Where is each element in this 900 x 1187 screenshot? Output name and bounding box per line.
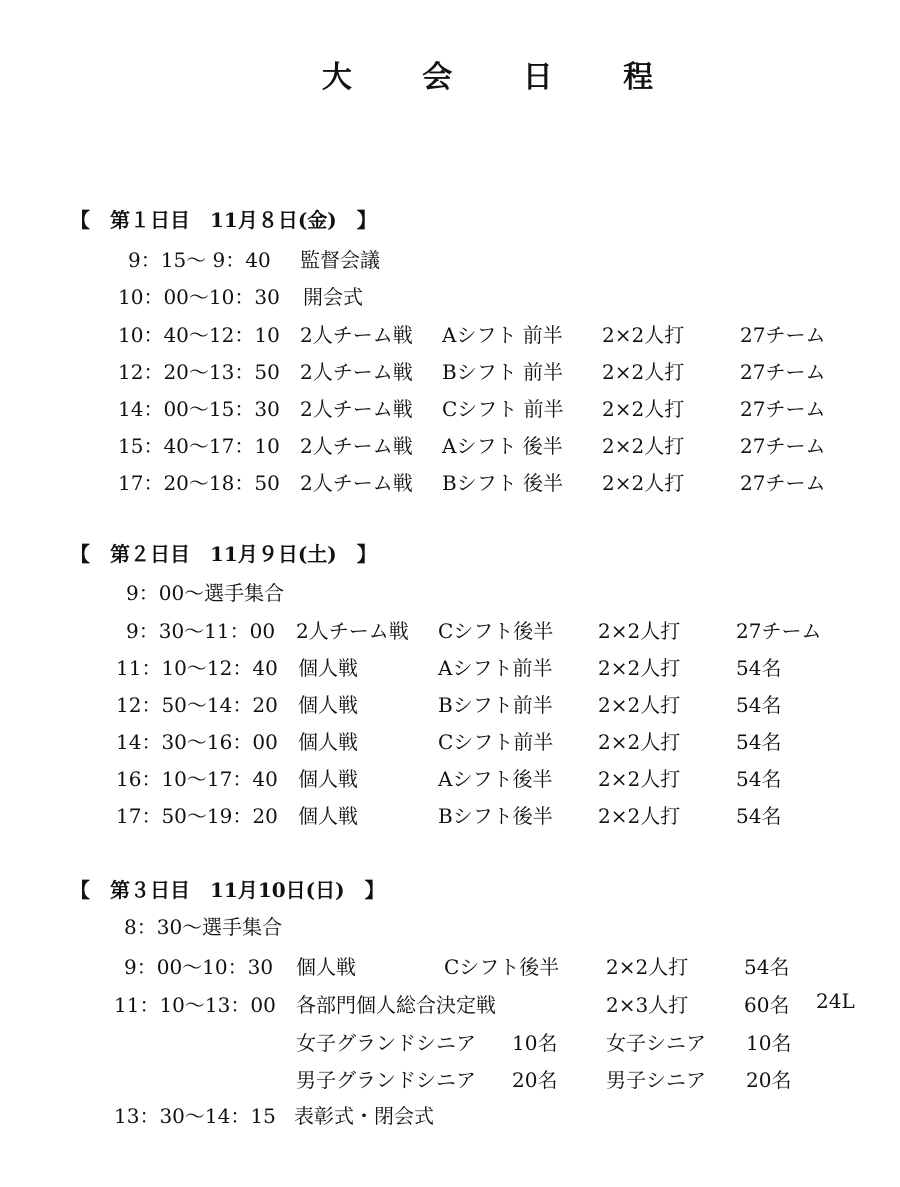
row-count: 27チーム [740,471,826,495]
row-count: 54名 [736,693,782,717]
row-time: 9：00～選手集合 [126,581,285,605]
row-event: 開会式 [303,285,363,309]
row-shift: Cシフト 前半 [442,397,564,421]
row-time: 10：40～12：10 [118,323,280,347]
row-format: 2×2人打 [602,360,685,384]
row-time: 13：30～14：15 [114,1104,276,1128]
row-time: 12：50～14：20 [116,693,278,717]
row-time: 14：30～16：00 [116,730,278,754]
row-format: 2×2人打 [606,955,689,979]
row-shift: Cシフト前半 [438,730,554,754]
row-shift: Bシフト 後半 [442,471,564,495]
row-count: 27チーム [736,619,822,643]
row-category-count: 10名 [512,1031,558,1055]
row-event: 監督会議 [300,248,380,272]
row-shift: Bシフト 前半 [442,360,564,384]
row-count: 54名 [736,767,782,791]
row-category: 女子グランドシニア [296,1031,476,1055]
day-3-header: 【 第３日目 11月10日(日) 】 [70,878,385,902]
row-time: 9：30～11：00 [126,619,276,643]
row-format: 2×2人打 [598,656,681,680]
row-event: 表彰式・閉会式 [294,1104,434,1128]
row-format: 2×2人打 [602,434,685,458]
row-format: 2×2人打 [598,730,681,754]
row-category-count: 20名 [746,1068,792,1092]
row-category-count: 20名 [512,1068,558,1092]
row-format: 2×2人打 [598,619,681,643]
row-event: 個人戦 [298,693,358,717]
row-format: 2×2人打 [602,323,685,347]
row-event: 個人戦 [298,804,358,828]
row-count: 27チーム [740,323,826,347]
row-event: 2人チーム戦 [300,471,413,495]
row-shift: Aシフト前半 [438,656,553,680]
page-title: 大 会 日 程 [321,60,684,95]
row-shift: Bシフト前半 [438,693,553,717]
row-count: 27チーム [740,360,826,384]
row-time: 16：10～17：40 [116,767,278,791]
row-count: 27チーム [740,397,826,421]
row-time: 14：00～15：30 [118,397,280,421]
row-time: 9：15～ 9：40 [128,248,271,272]
row-event: 2人チーム戦 [300,323,413,347]
row-time: 9：00～10：30 [124,955,274,979]
row-category: 女子シニア [606,1031,706,1055]
row-event: 各部門個人総合決定戦 [296,993,496,1017]
row-event: 2人チーム戦 [300,434,413,458]
row-event: 2人チーム戦 [296,619,409,643]
row-time: 11：10～12：40 [116,656,278,680]
row-extra: 24L [816,989,855,1013]
row-event: 個人戦 [296,955,356,979]
row-format: 2×2人打 [598,693,681,717]
row-category: 男子シニア [606,1068,706,1092]
row-shift: Bシフト後半 [438,804,553,828]
row-count: 27チーム [740,434,826,458]
row-time: 12：20～13：50 [118,360,280,384]
row-count: 54名 [736,730,782,754]
day-1-header: 【 第１日目 11月８日(金) 】 [70,208,377,232]
row-format: 2×2人打 [602,471,685,495]
row-time: 8：30～選手集合 [124,915,283,939]
row-time: 10：00～10：30 [118,285,280,309]
row-format: 2×2人打 [602,397,685,421]
row-shift: Aシフト 後半 [442,434,563,458]
row-format: 2×3人打 [606,993,689,1017]
row-category-count: 10名 [746,1031,792,1055]
row-event: 2人チーム戦 [300,397,413,421]
row-time: 17：20～18：50 [118,471,280,495]
row-event: 個人戦 [298,767,358,791]
row-event: 2人チーム戦 [300,360,413,384]
row-time: 15：40～17：10 [118,434,280,458]
row-shift: Aシフト後半 [438,767,553,791]
row-format: 2×2人打 [598,804,681,828]
row-category: 男子グランドシニア [296,1068,476,1092]
row-format: 2×2人打 [598,767,681,791]
row-shift: Cシフト後半 [444,955,560,979]
row-count: 54名 [736,656,782,680]
row-event: 個人戦 [298,730,358,754]
row-count: 60名 [744,993,790,1017]
row-event: 個人戦 [298,656,358,680]
row-shift: Cシフト後半 [438,619,554,643]
row-count: 54名 [744,955,790,979]
row-time: 17：50～19：20 [116,804,278,828]
row-time: 11：10～13：00 [114,993,276,1017]
row-count: 54名 [736,804,782,828]
day-2-header: 【 第２日目 11月９日(土) 】 [70,542,377,566]
row-shift: Aシフト 前半 [442,323,563,347]
